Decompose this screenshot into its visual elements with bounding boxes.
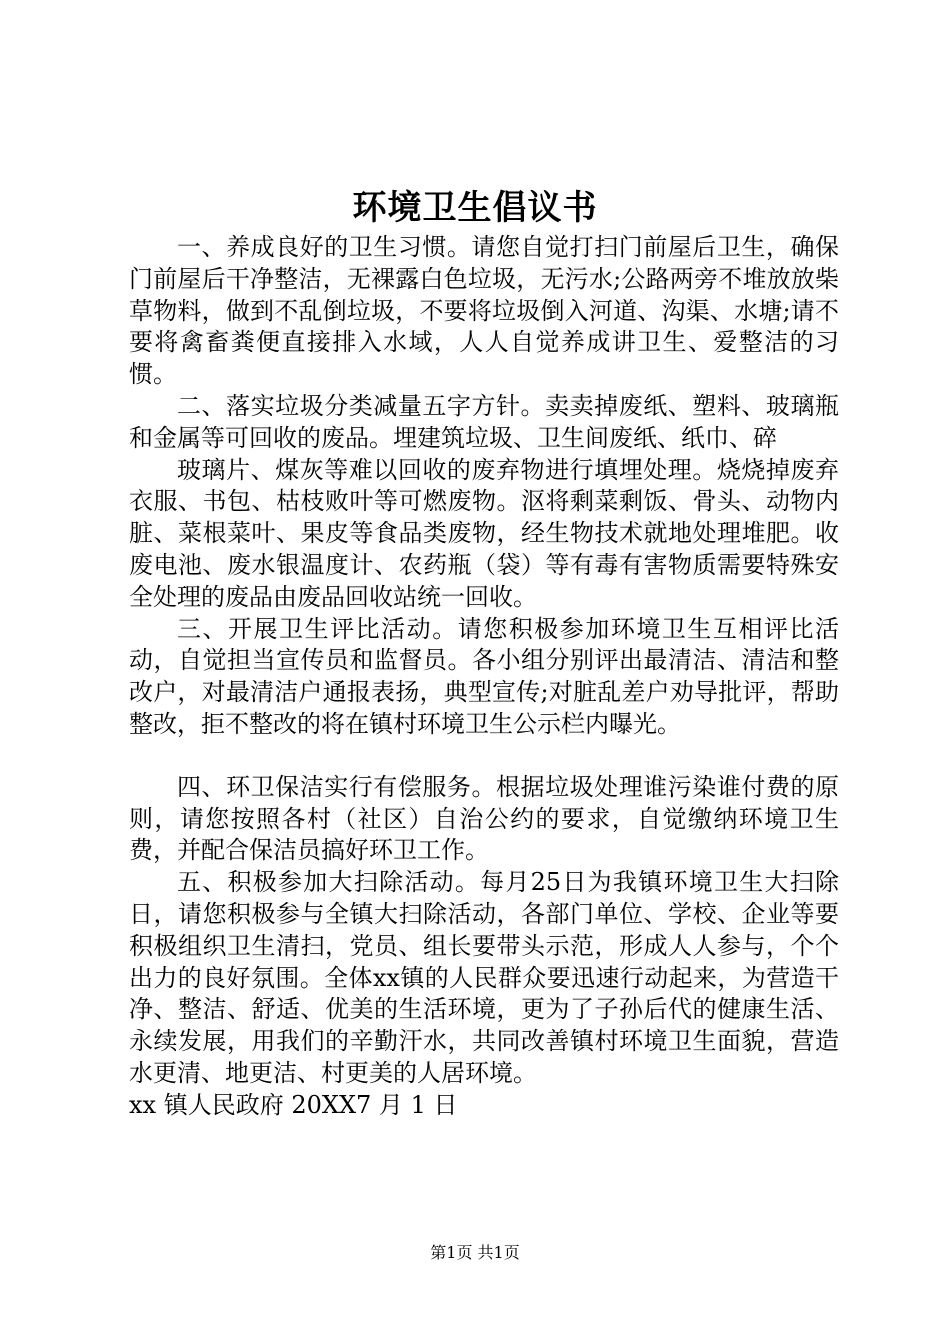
paragraph-2: 二、落实垃圾分类减量五字方针。卖卖掉废纸、塑料、玻璃瓶和金属等可回收的废品。埋建筑垃圾、卫生间废纸、纸巾、碎 — [129, 391, 839, 452]
page-footer: 第1页 共1页 — [430, 1243, 520, 1262]
paragraph-6: 五、积极参加大扫除活动。每月25日为我镇环境卫生大扫除日，请您积极参与全镇大扫除活动，各部门单位、学校、企业等要积极组织卫生清扫，党员、组长要带头示范，形成人人参与，个个出力的良好氛围。全体xx镇的人民群众要迅速行动起来，为营造干净、整洁、舒适、优美的生活环境，更为了子孙后代的健康生活、永续发展，用我们的辛勤汗水，共同改善镇村环境卫生面貌，营造水更清、地更洁、村更美的人居环境。 — [129, 868, 839, 1087]
document-title: 环境卫生倡议书 — [352, 188, 598, 228]
document-body — [129, 232, 839, 1122]
paragraph-5: 四、环卫保洁实行有偿服务。根据垃圾处理谁污染谁付费的原则，请您按照各村（社区）自治公约的要求，自觉缴纳环境卫生费，并配合保洁员搞好环卫工作。 — [129, 772, 839, 865]
paragraph-4: 三、开展卫生评比活动。请您积极参加环境卫生互相评比活动，自觉担当宣传员和监督员。各小组分别评出最清洁、清洁和整改户，对最清洁户通报表扬，典型宣传;对脏乱差户劝导批评，帮助整改，拒不整改的将在镇村环境卫生公示栏内曝光。 — [129, 614, 839, 738]
paragraph-3: 玻璃片、煤灰等难以回收的废弃物进行填埋处理。烧烧掉废弃衣服、书包、枯枝败叶等可燃废物。沤将剩菜剩饭、骨头、动物内脏、菜根菜叶、果皮等食品类废物，经生物技术就地处理堆肥。收废电池、废水银温度计、农药瓶（袋）等有毒有害物质需要特殊安全处理的废品由废品回收站统一回收。 — [129, 455, 839, 611]
signature-line: xx 镇人民政府 20XX7 月 1 日 — [129, 1090, 458, 1119]
paragraph-1: 一、养成良好的卫生习惯。请您自觉打扫门前屋后卫生，确保门前屋后干净整洁，无裸露白色垃圾，无污水;公路两旁不堆放放柴草物料，做到不乱倒垃圾，不要将垃圾倒入河道、沟渠、水塘;请不要将禽畜粪便直接排入水域，人人自觉养成讲卫生、爱整洁的习惯。 — [129, 233, 839, 389]
